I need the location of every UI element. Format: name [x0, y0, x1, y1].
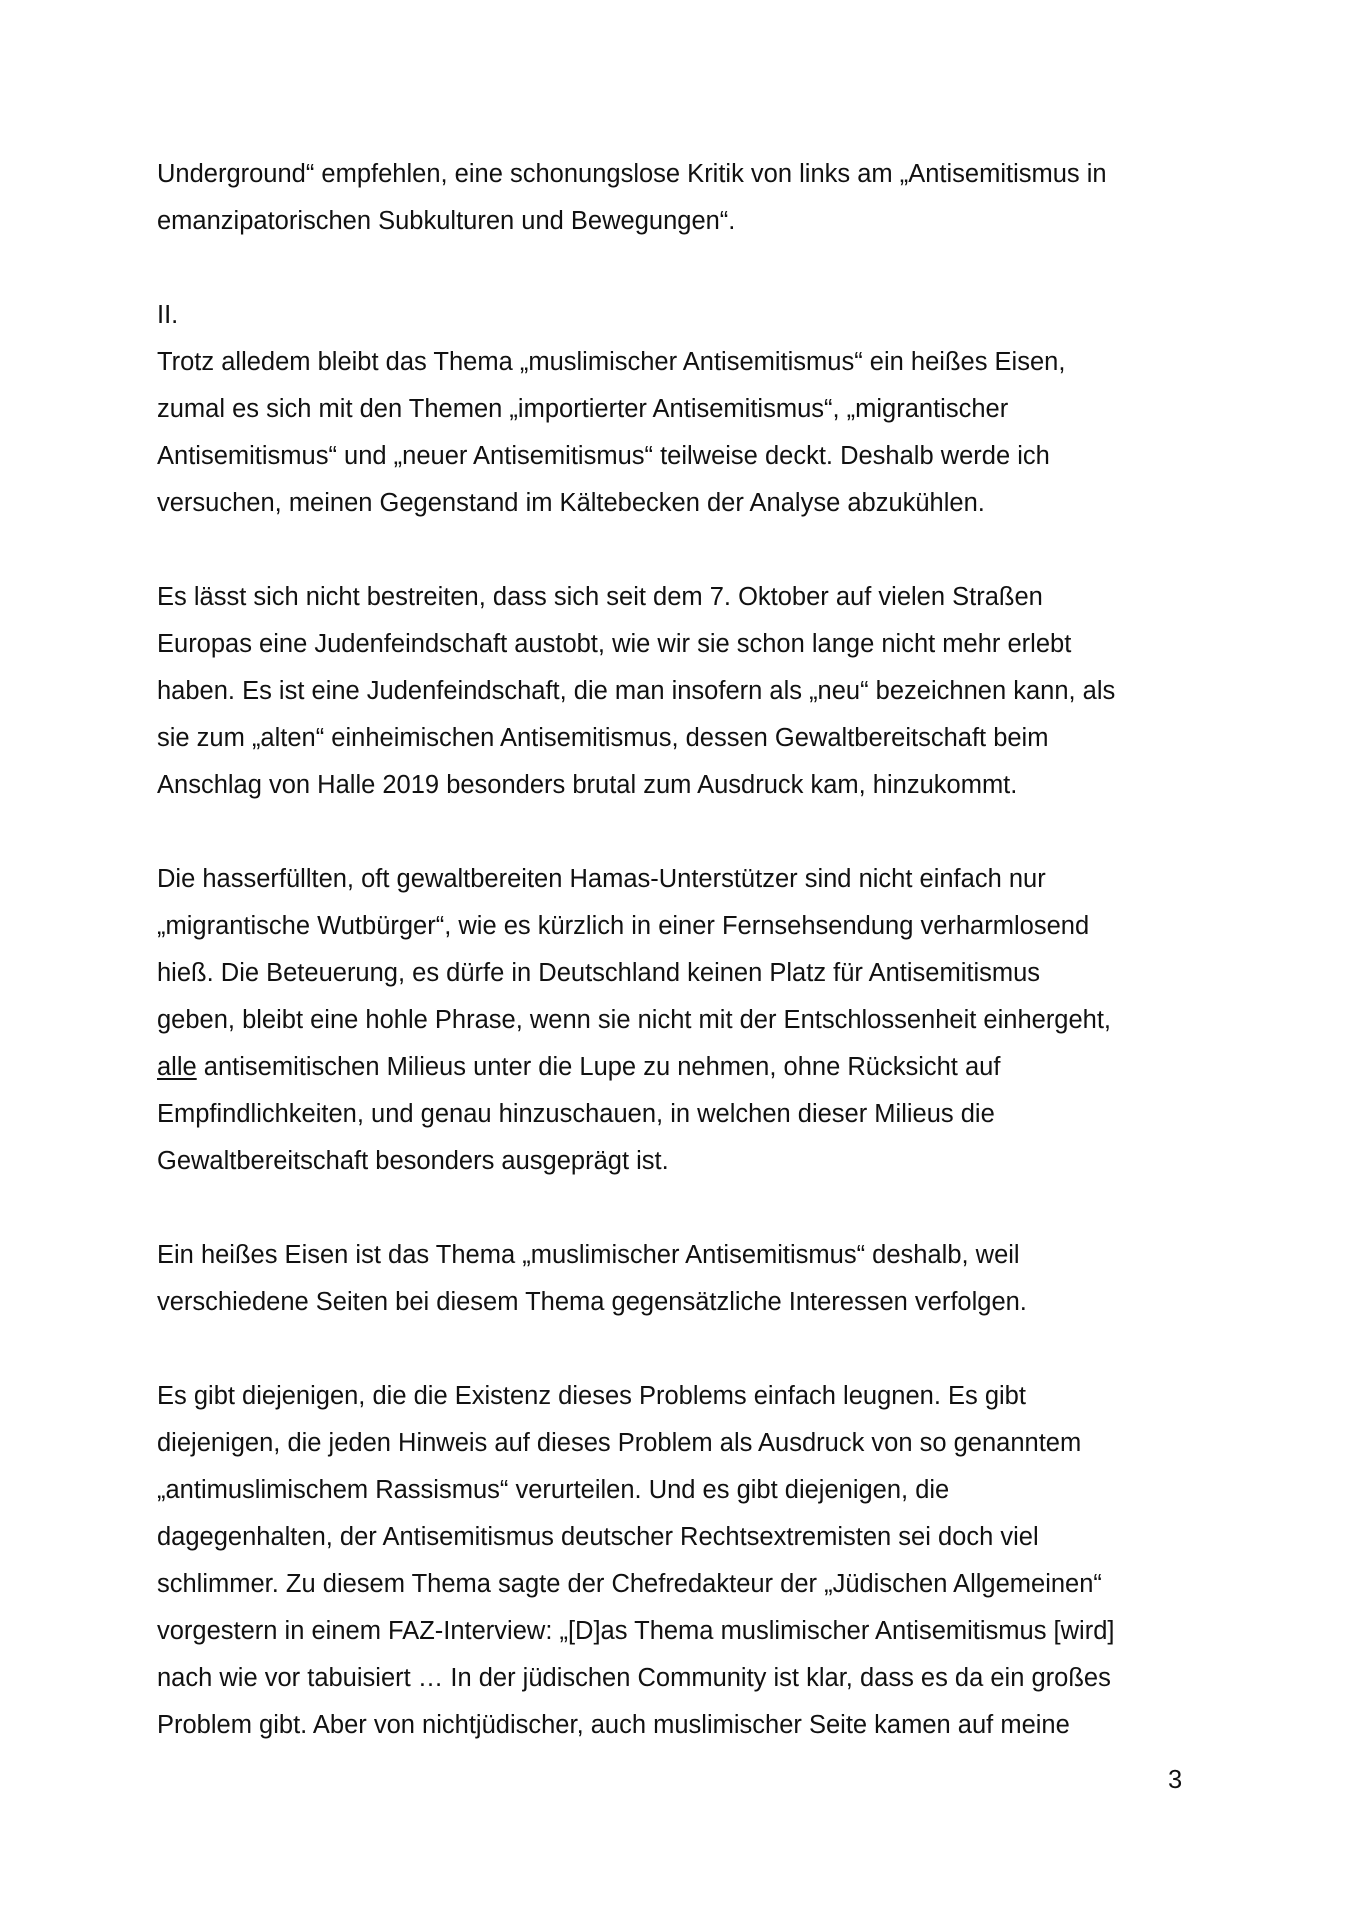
text-line: dagegenhalten, der Antisemitismus deutscher Rechtsextremisten sei doch viel — [157, 1523, 1039, 1551]
text-line: Problem gibt. Aber von nichtjüdischer, auch muslimischer Seite kamen auf meine — [157, 1711, 1070, 1739]
section-heading — [157, 292, 1217, 339]
text-line: „antimuslimischem Rassismus“ verurteilen. Und es gibt diejenigen, die — [157, 1476, 950, 1504]
text-line: Es gibt diejenigen, die die Existenz dieses Problems einfach leugnen. Es gibt — [157, 1382, 1026, 1410]
paragraph-5 — [157, 1373, 1217, 1749]
text-line: versuchen, meinen Gegenstand im Kältebecken der Analyse abzukühlen. — [157, 489, 985, 517]
text-line: haben. Es ist eine Judenfeindschaft, die man insofern als „neu“ bezeichnen kann, als — [157, 677, 1116, 705]
page-number: 3 — [1168, 1766, 1183, 1794]
text-line: Die hasserfüllten, oft gewaltbereiten Hamas-Unterstützer sind nicht einfach nur — [157, 865, 1046, 893]
text-line: nach wie vor tabuisiert … In der jüdischen Community ist klar, dass es da ein großes — [157, 1664, 1111, 1692]
text-line: Es lässt sich nicht bestreiten, dass sich seit dem 7. Oktober auf vielen Straßen — [157, 583, 1043, 611]
text-line: verschiedene Seiten bei diesem Thema gegensätzliche Interessen verfolgen. — [157, 1288, 1027, 1316]
text-line: geben, bleibt eine hohle Phrase, wenn sie nicht mit der Entschlossenheit einhergeht, — [157, 1006, 1112, 1034]
underlined-word: alle — [157, 1053, 197, 1081]
text-line: diejenigen, die jeden Hinweis auf dieses Problem als Ausdruck von so genanntem — [157, 1429, 1082, 1457]
text-line: hieß. Die Beteuerung, es dürfe in Deutschland keinen Platz für Antisemitismus — [157, 959, 1041, 987]
text-line: sie zum „alten“ einheimischen Antisemitismus, dessen Gewaltbereitschaft beim — [157, 724, 1049, 752]
text-line: vorgestern in einem FAZ-Interview: „[D]as Thema muslimischer Antisemitismus [wird] — [157, 1617, 1115, 1645]
text-line: Empfindlichkeiten, und genau hinzuschauen, in welchen dieser Milieus die — [157, 1100, 995, 1128]
paragraph-3 — [157, 856, 1217, 1185]
paragraph-4 — [157, 1232, 1217, 1326]
text-line: Antisemitismus“ und „neuer Antisemitismus“ teilweise deckt. Deshalb werde ich — [157, 442, 1050, 470]
text-line — [157, 1044, 1217, 1091]
section-number: II. — [157, 301, 179, 329]
text-line: Europas eine Judenfeindschaft austobt, wie wir sie schon lange nicht mehr erlebt — [157, 630, 1072, 658]
text-line: Underground“ empfehlen, eine schonungslose Kritik von links am „Antisemitismus in — [157, 160, 1107, 188]
paragraph-1 — [157, 339, 1217, 527]
text-line: emanzipatorischen Subkulturen und Bewegungen“. — [157, 207, 736, 235]
paragraph-2 — [157, 574, 1217, 809]
text-line: schlimmer. Zu diesem Thema sagte der Chefredakteur der „Jüdischen Allgemeinen“ — [157, 1570, 1102, 1598]
text-line-rest: antisemitischen Milieus unter die Lupe zu nehmen, ohne Rücksicht auf — [203, 1053, 1001, 1081]
paragraph-intro — [157, 151, 1217, 245]
text-line: Ein heißes Eisen ist das Thema „muslimischer Antisemitismus“ deshalb, weil — [157, 1241, 1020, 1269]
text-line: „migrantische Wutbürger“, wie es kürzlich in einer Fernsehsendung verharmlosend — [157, 912, 1090, 940]
text-line: zumal es sich mit den Themen „importierter Antisemitismus“, „migrantischer — [157, 395, 1009, 423]
text-line: Anschlag von Halle 2019 besonders brutal zum Ausdruck kam, hinzukommt. — [157, 771, 1018, 799]
text-line: Trotz alledem bleibt das Thema „muslimischer Antisemitismus“ ein heißes Eisen, — [157, 348, 1066, 376]
text-line: Gewaltbereitschaft besonders ausgeprägt ist. — [157, 1147, 669, 1175]
